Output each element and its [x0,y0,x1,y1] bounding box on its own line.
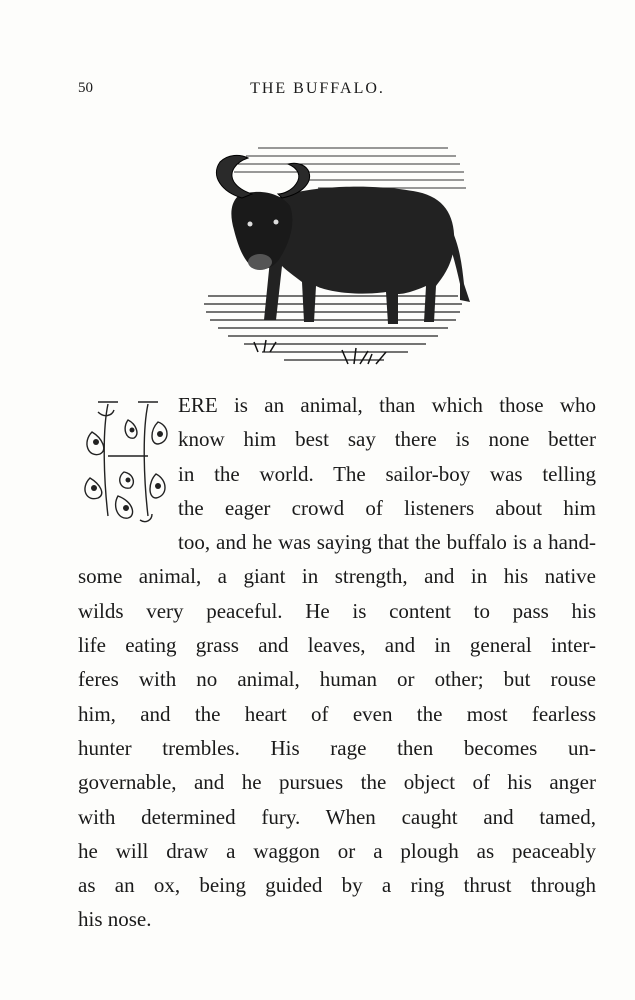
text-line: ERE is an animal, than which those who [178,393,596,417]
text-line: his nose. [78,907,152,932]
text-line: in the world. The sailor-boy was telling [178,461,596,486]
page-number: 50 [78,80,93,96]
text-line: some animal, a giant in strength, and in his native [78,564,596,589]
text-line: as an ox, being guided by a ring thrust through [78,873,596,898]
buffalo-engraving-icon [198,126,470,378]
page-header [0,80,635,104]
text-line: he will draw a waggon or a plough as peaceably [78,838,596,863]
text-line: too, and he was saying that the buffalo is a hand- [178,530,596,555]
text-line: the eager crowd of listeners about him [178,495,596,520]
text-line: governable, and he pursues the object of his anger [78,770,596,795]
floral-drop-cap-icon [78,392,174,526]
text-line: hunter trembles. His rage then becomes un- [78,735,596,760]
text-line: wilds very peaceful. He is content to pass his [78,598,596,623]
text-line: feres with no animal, human or other; but rouse [78,667,596,692]
running-title: THE BUFFALO. [250,80,385,97]
text-line: know him best say there is none better [178,427,596,452]
text-line: with determined fury. When caught and tamed, [78,804,596,829]
body-text [78,388,596,937]
text-line: him, and the heart of even the most fearless [78,701,596,726]
text-line: life eating grass and leaves, and in general inter- [78,633,596,658]
